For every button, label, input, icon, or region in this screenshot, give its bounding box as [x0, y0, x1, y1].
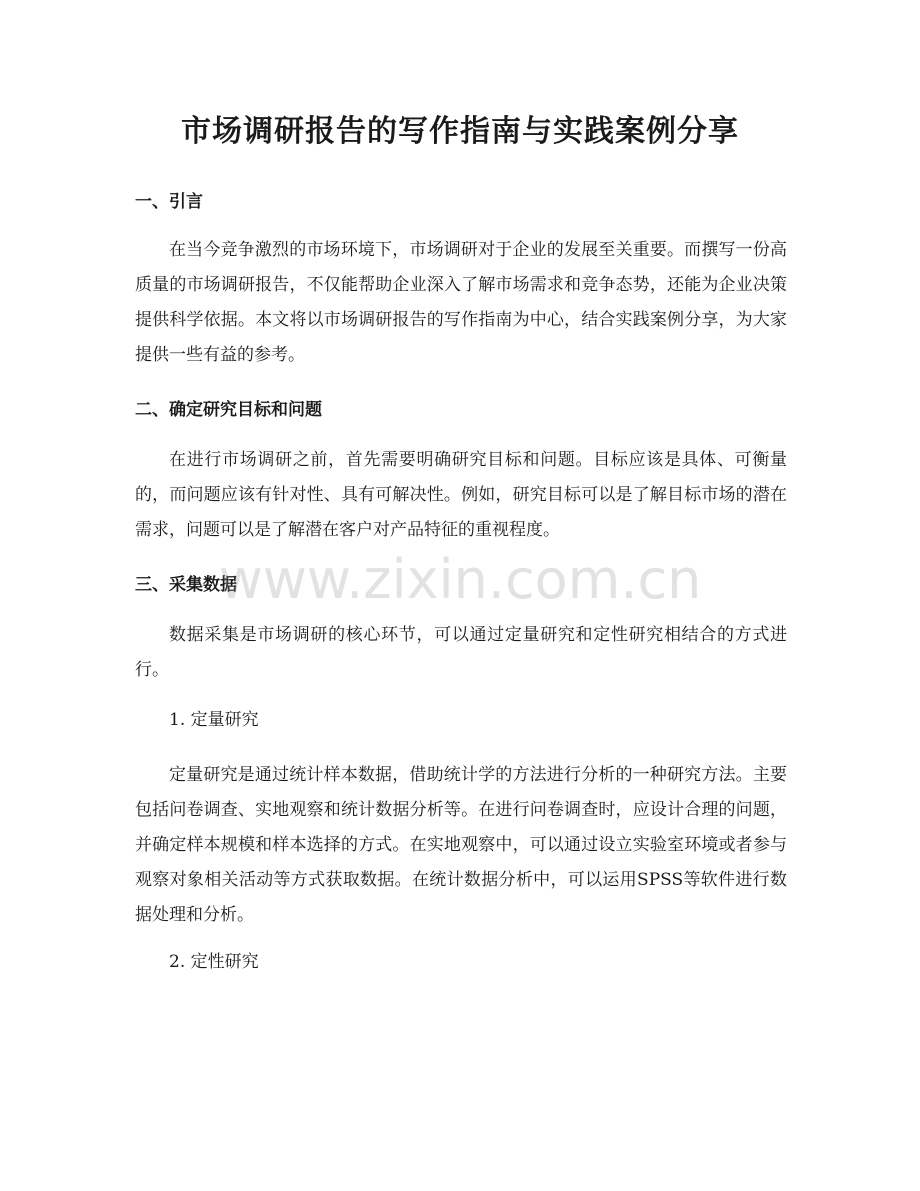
section-heading-research-goals: 二、确定研究目标和问题: [135, 400, 322, 420]
section-paragraph-research-goals: 在进行市场调研之前，首先需要明确研究目标和问题。目标应该是具体、可衡量的，而问题应该有针对性、具有可解决性。例如，研究目标可以是了解目标市场的潜在需求，问题可以是了解潜在客户对产品特征的重视程度。: [135, 450, 787, 540]
subsection-paragraph-quantitative: 定量研究是通过统计样本数据，借助统计学的方法进行分析的一种研究方法。主要包括问卷调查、实地观察和统计数据分析等。在进行问卷调查时，应设计合理的问题，并确定样本规模和样本选择的方式。在实地观察中，可以通过设立实验室环境或者参与观察对象相关活动等方式获取数据。在统计数据分析中，可以运用SPSS等软件进行数据处理和分析。: [135, 765, 787, 925]
section-paragraph-data-collection: 数据采集是市场调研的核心环节，可以通过定量研究和定性研究相结合的方式进行。: [135, 625, 787, 680]
subsection-label-qualitative: 2. 定性研究: [169, 952, 259, 972]
watermark: www.zixin.com.cn: [218, 548, 702, 611]
document-title: 市场调研报告的写作指南与实践案例分享: [181, 114, 739, 149]
section-paragraph-introduction: 在当今竞争激烈的市场环境下，市场调研对于企业的发展至关重要。而撰写一份高质量的市场调研报告，不仅能帮助企业深入了解市场需求和竞争态势，还能为企业决策提供科学依据。本文将以市场调研报告的写作指南为中心，结合实践案例分享，为大家提供一些有益的参考。: [135, 240, 787, 365]
section-heading-data-collection: 三、采集数据: [135, 575, 237, 595]
subsection-label-quantitative: 1. 定量研究: [169, 710, 259, 730]
section-heading-introduction: 一、引言: [135, 192, 203, 212]
